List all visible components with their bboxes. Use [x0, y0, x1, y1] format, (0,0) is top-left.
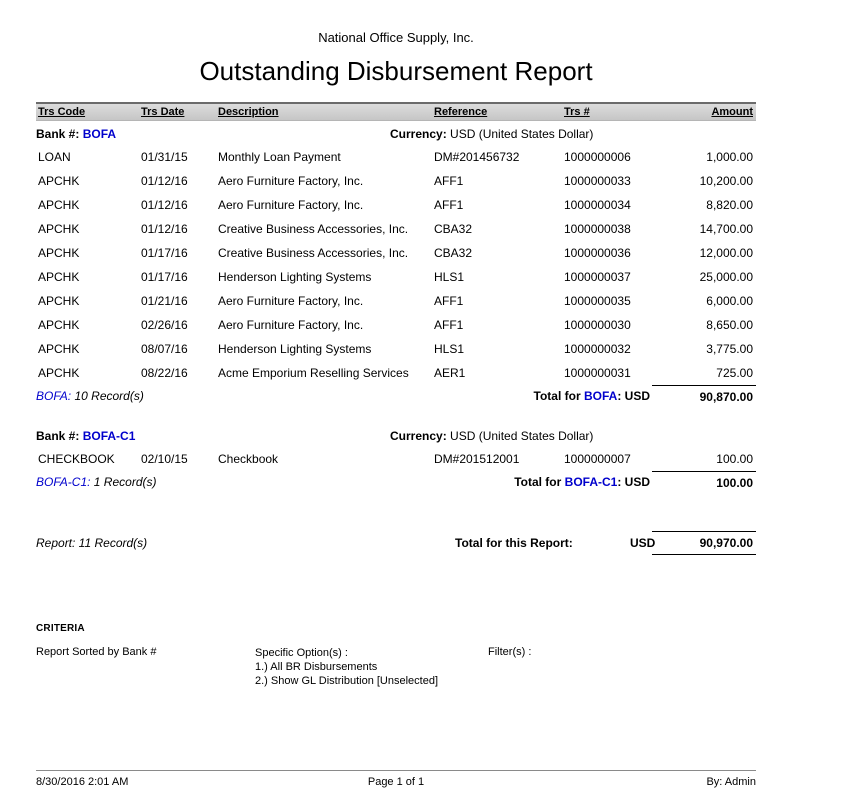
- currency-value: USD (United States Dollar): [450, 127, 594, 141]
- bank-total: [514, 471, 756, 490]
- trs-date-cell: 08/22/16: [141, 366, 188, 380]
- table-row: [36, 313, 756, 337]
- bank-total-amount: 90,870.00: [652, 385, 756, 404]
- reference-cell: CBA32: [434, 222, 473, 236]
- trs-date-cell: 02/10/15: [141, 452, 188, 466]
- col-description: Description: [218, 106, 279, 118]
- criteria-options-label: Specific Option(s) :: [255, 647, 348, 659]
- trs-num-cell: 1000000006: [564, 150, 631, 164]
- trs-code-cell: APCHK: [38, 318, 80, 332]
- trs-num-cell: 1000000035: [564, 294, 631, 308]
- bank-label: Bank #:: [36, 429, 80, 443]
- trs-code-cell: CHECKBOOK: [38, 452, 115, 466]
- col-trs-num: Trs #: [564, 106, 590, 118]
- reference-cell: AFF1: [434, 318, 464, 332]
- reference-cell: HLS1: [434, 270, 465, 284]
- report-total-label: Total for this Report:: [455, 536, 573, 550]
- trs-date-cell: 02/26/16: [141, 318, 188, 332]
- currency-line: [390, 123, 593, 145]
- trs-code-cell: APCHK: [38, 366, 80, 380]
- col-amount: Amount: [711, 106, 753, 118]
- bank-group-header: [36, 123, 756, 145]
- reference-cell: HLS1: [434, 342, 465, 356]
- trs-date-cell: 01/12/16: [141, 174, 188, 188]
- trs-num-cell: 1000000032: [564, 342, 631, 356]
- amount-cell: 8,650.00: [706, 318, 753, 332]
- criteria-options: [255, 646, 438, 688]
- bank-record-count: [36, 471, 156, 489]
- trs-num-cell: 1000000033: [564, 174, 631, 188]
- amount-cell: 8,820.00: [706, 198, 753, 212]
- footer-generated-by: By: Admin: [706, 776, 756, 788]
- currency-label: Currency:: [390, 127, 447, 141]
- record-count-text: 10 Record(s): [74, 389, 144, 403]
- bank-code: BOFA:: [36, 389, 72, 403]
- bank-total-label: [534, 385, 650, 403]
- report-content: [36, 28, 756, 692]
- table-header: [36, 102, 756, 121]
- reference-cell: AFF1: [434, 294, 464, 308]
- amount-cell: 14,700.00: [699, 222, 753, 236]
- description-cell: Aero Furniture Factory, Inc.: [218, 174, 364, 188]
- bank-subtotal: [36, 471, 756, 495]
- description-cell: Creative Business Accessories, Inc.: [218, 246, 409, 260]
- bank-group-bofa-c1: [36, 425, 756, 495]
- trs-code-cell: APCHK: [38, 246, 80, 260]
- table-row: [36, 145, 756, 169]
- trs-code-cell: APCHK: [38, 294, 80, 308]
- reference-cell: DM#201456732: [434, 150, 520, 164]
- table-row: [36, 169, 756, 193]
- bank-subtotal: [36, 385, 756, 409]
- trs-date-cell: 01/17/16: [141, 246, 188, 260]
- bank-code: BOFA-C1: [564, 475, 618, 489]
- footer-page-number: Page 1 of 1: [367, 776, 425, 788]
- description-cell: Aero Furniture Factory, Inc.: [218, 294, 364, 308]
- table-row: [36, 265, 756, 289]
- total-label-suffix: : USD: [617, 475, 650, 489]
- trs-code-cell: LOAN: [38, 150, 71, 164]
- company-name: National Office Supply, Inc.: [318, 30, 474, 45]
- trs-code-cell: APCHK: [38, 342, 80, 356]
- table-row: [36, 241, 756, 265]
- bank-code: BOFA: [583, 389, 618, 403]
- description-cell: Creative Business Accessories, Inc.: [218, 222, 409, 236]
- bank-label: Bank #:: [36, 127, 80, 141]
- description-cell: Monthly Loan Payment: [218, 150, 341, 164]
- currency-line: [390, 425, 593, 447]
- reference-cell: AER1: [434, 366, 466, 380]
- bank-total-label: [514, 471, 650, 489]
- trs-num-cell: 1000000007: [564, 452, 631, 466]
- trs-num-cell: 1000000037: [564, 270, 631, 284]
- amount-cell: 100.00: [716, 452, 753, 466]
- description-cell: Acme Emporium Reselling Services: [218, 366, 409, 380]
- report-title: Outstanding Disbursement Report: [199, 56, 593, 86]
- criteria-filters-label: Filter(s) :: [488, 646, 532, 658]
- trs-code-cell: APCHK: [38, 222, 80, 236]
- trs-num-cell: 1000000031: [564, 366, 631, 380]
- bank-code: BOFA: [82, 127, 117, 141]
- table-row: [36, 217, 756, 241]
- col-trs-code: Trs Code: [38, 106, 86, 118]
- trs-code-cell: APCHK: [38, 198, 80, 212]
- trs-code-cell: APCHK: [38, 270, 80, 284]
- trs-date-cell: 01/31/15: [141, 150, 188, 164]
- trs-num-cell: 1000000030: [564, 318, 631, 332]
- bank-group-bofa: [36, 123, 756, 409]
- report-total-currency: USD: [630, 536, 656, 550]
- report-total-amount: 90,970.00: [652, 531, 756, 555]
- amount-cell: 6,000.00: [706, 294, 753, 308]
- trs-date-cell: 01/12/16: [141, 198, 188, 212]
- criteria-option: 1.) All BR Disbursements: [255, 661, 378, 673]
- report-total-row: [36, 531, 756, 557]
- trs-date-cell: 01/17/16: [141, 270, 188, 284]
- reference-cell: AFF1: [434, 198, 464, 212]
- criteria-sorted-by: Report Sorted by Bank #: [36, 646, 157, 658]
- bank-code: BOFA-C1: [82, 429, 136, 443]
- table-row: [36, 289, 756, 313]
- criteria-heading: CRITERIA: [36, 623, 85, 634]
- trs-date-cell: 08/07/16: [141, 342, 188, 356]
- table-row: [36, 361, 756, 385]
- footer-generated-datetime: 8/30/2016 2:01 AM: [36, 776, 129, 788]
- description-cell: Aero Furniture Factory, Inc.: [218, 198, 364, 212]
- trs-code-cell: APCHK: [38, 174, 80, 188]
- report-record-count: Report: 11 Record(s): [36, 536, 148, 550]
- trs-num-cell: 1000000036: [564, 246, 631, 260]
- reference-cell: AFF1: [434, 174, 464, 188]
- trs-num-cell: 1000000034: [564, 198, 631, 212]
- reference-cell: CBA32: [434, 246, 473, 260]
- trs-num-cell: 1000000038: [564, 222, 631, 236]
- bank-group-header: [36, 425, 756, 447]
- criteria-option: 2.) Show GL Distribution [Unselected]: [255, 675, 439, 687]
- trs-date-cell: 01/12/16: [141, 222, 188, 236]
- table-row: [36, 337, 756, 361]
- page-footer: [36, 770, 756, 788]
- amount-cell: 12,000.00: [699, 246, 753, 260]
- criteria-section: [36, 646, 756, 692]
- description-cell: Aero Furniture Factory, Inc.: [218, 318, 364, 332]
- total-label-prefix: Total for: [533, 389, 581, 403]
- table-row: [36, 447, 756, 471]
- bank-total: [534, 385, 756, 404]
- col-trs-date: Trs Date: [141, 106, 185, 118]
- total-label-suffix: : USD: [617, 389, 650, 403]
- amount-cell: 10,200.00: [699, 174, 753, 188]
- description-cell: Henderson Lighting Systems: [218, 270, 372, 284]
- table-row: [36, 193, 756, 217]
- bank-code: BOFA-C1:: [36, 475, 91, 489]
- amount-cell: 1,000.00: [706, 150, 753, 164]
- trs-date-cell: 01/21/16: [141, 294, 188, 308]
- description-cell: Henderson Lighting Systems: [218, 342, 372, 356]
- bank-total-amount: 100.00: [652, 471, 756, 490]
- col-reference: Reference: [434, 106, 488, 118]
- amount-cell: 725.00: [716, 366, 753, 380]
- currency-value: USD (United States Dollar): [450, 429, 594, 443]
- total-label-prefix: Total for: [514, 475, 562, 489]
- amount-cell: 3,775.00: [706, 342, 753, 356]
- reference-cell: DM#201512001: [434, 452, 520, 466]
- currency-label: Currency:: [390, 429, 447, 443]
- amount-cell: 25,000.00: [699, 270, 753, 284]
- description-cell: Checkbook: [218, 452, 279, 466]
- record-count-text: 1 Record(s): [93, 475, 157, 489]
- bank-record-count: [36, 385, 144, 403]
